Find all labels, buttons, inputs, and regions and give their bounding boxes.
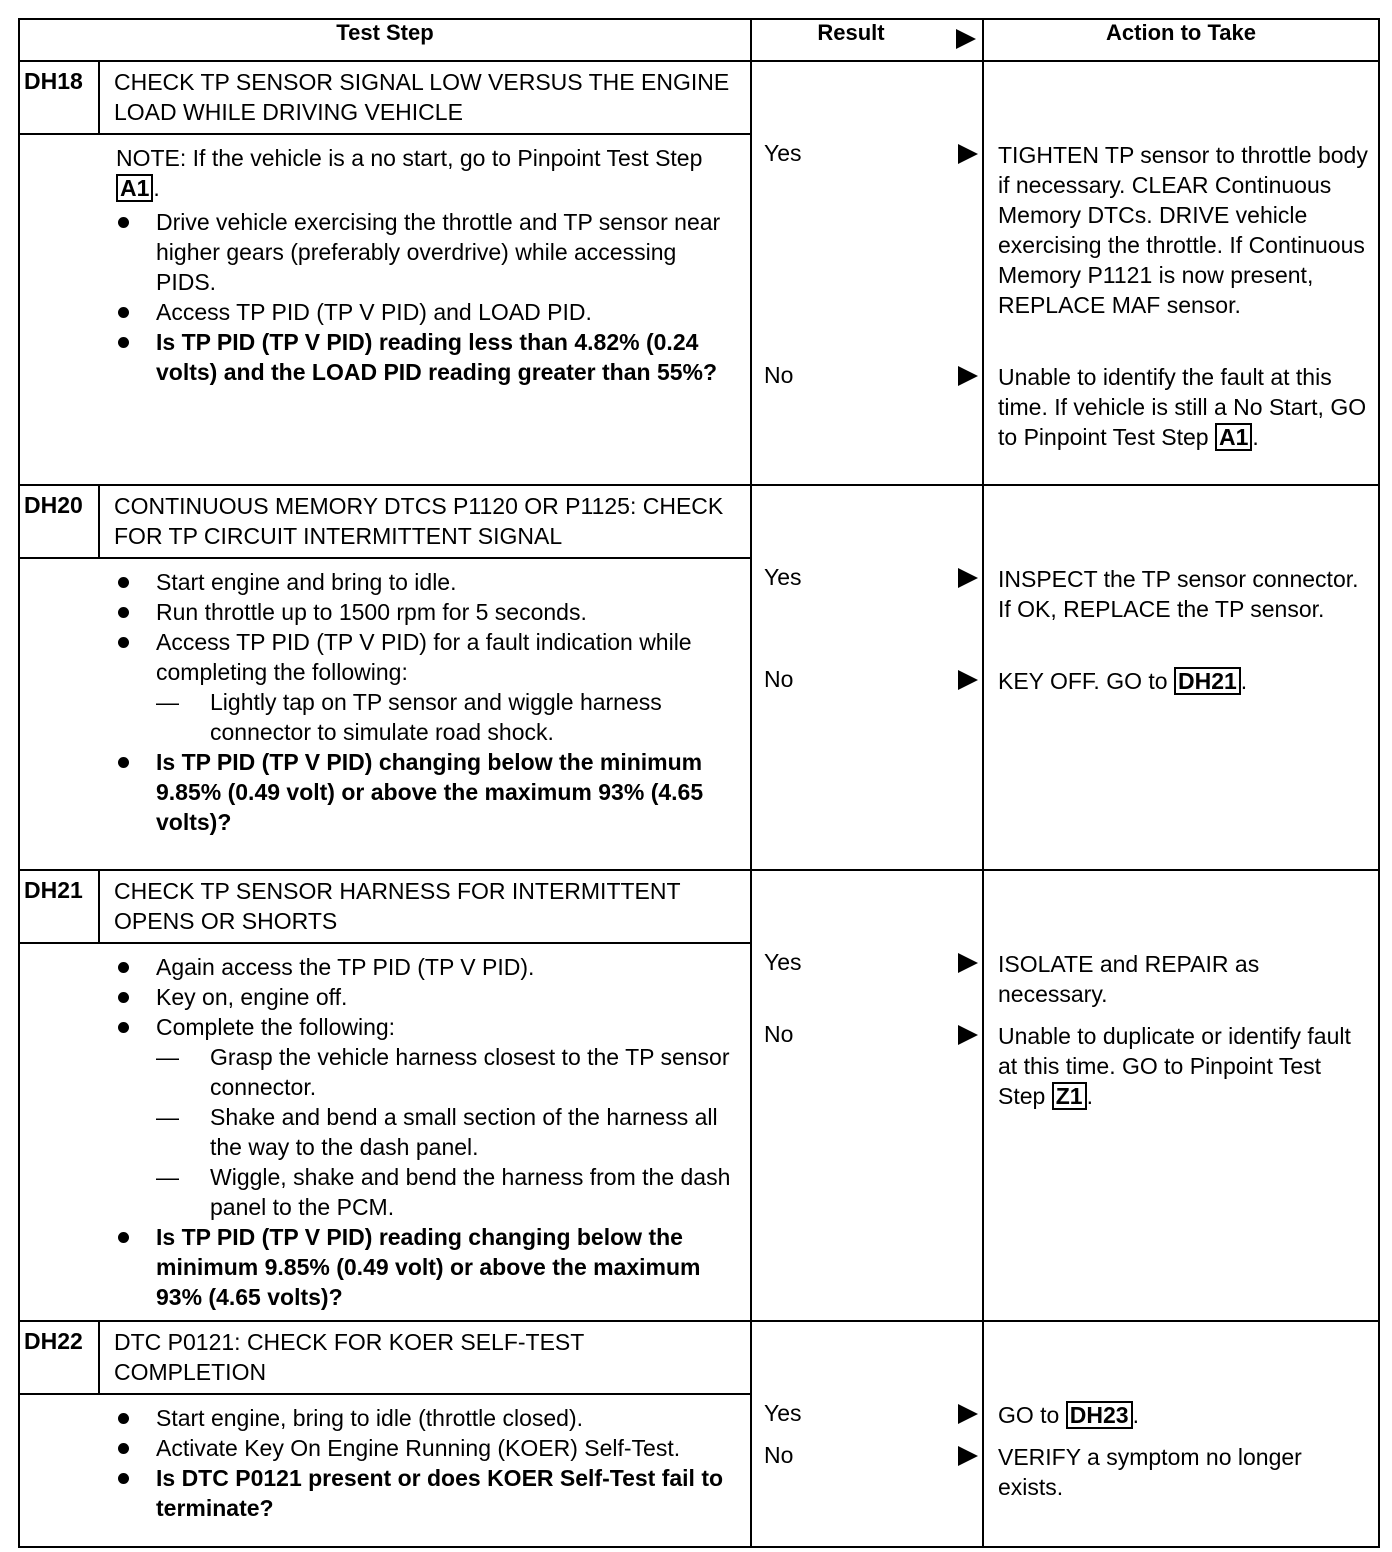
step-cell <box>19 870 751 1321</box>
dash-list <box>156 1042 740 1222</box>
step-question: Is TP PID (TP V PID) changing below the minimum 9.85% (0.49 volt) or above the maximum 93% (4.65 volts)? <box>116 747 740 837</box>
arrow-right-icon <box>958 670 978 690</box>
result-yes <box>764 949 802 976</box>
step-reference: DH21 <box>1174 667 1241 695</box>
test-step-header <box>19 19 751 61</box>
list-item: Key on, engine off. <box>116 982 740 1012</box>
action-cell <box>983 61 1379 485</box>
yes-action: INSPECT the TP sensor connector. If OK, REPLACE the TP sensor. <box>998 566 1359 622</box>
step-reference: Z1 <box>1052 1082 1087 1110</box>
result-no <box>764 1442 793 1469</box>
result-no-label: No <box>764 1442 794 1468</box>
yes-action-text: GO to <box>998 1402 1060 1428</box>
result-header-label: Result <box>817 20 885 45</box>
arrow-right-icon <box>958 953 978 973</box>
step-cell <box>19 1321 751 1547</box>
result-yes-label: Yes <box>764 949 802 975</box>
step-body <box>20 1395 750 1531</box>
action-cell <box>983 870 1379 1321</box>
diagnostic-table-sheet <box>18 18 1378 1548</box>
step-header <box>20 486 750 559</box>
list-item-text: Complete the following: <box>156 1014 396 1040</box>
diagnostic-table <box>18 18 1380 1548</box>
action-cell <box>983 485 1379 870</box>
result-yes <box>764 564 802 591</box>
list-item-text: Access TP PID (TP V PID) for a fault indication while completing the following: <box>156 629 692 685</box>
arrow-right-icon <box>958 144 978 164</box>
list-item: Access TP PID (TP V PID) and LOAD PID. <box>116 297 740 327</box>
no-action: Unable to identify the fault at this time. If vehicle is still a No Start, GO to Pinpoint Test Step A1 . <box>998 364 1367 450</box>
test-step-header-label: Test Step <box>336 20 434 45</box>
result-no-label: No <box>764 1021 794 1047</box>
table-row <box>19 61 1379 485</box>
yes-action: ISOLATE and REPAIR as necessary. <box>998 951 1260 1007</box>
dash-item: — Lightly tap on TP sensor and wiggle harness connector to simulate road shock. <box>156 687 740 747</box>
result-yes-label: Yes <box>764 564 802 590</box>
no-action: VERIFY a symptom no longer exists. <box>998 1444 1302 1500</box>
no-action: Unable to duplicate or identify fault at this time. GO to Pinpoint Test Step Z1 . <box>998 1023 1351 1109</box>
result-no <box>764 1021 793 1048</box>
bullet-list <box>116 567 740 837</box>
step-question: Is TP PID (TP V PID) reading changing below the minimum 9.85% (0.49 volt) or above the maximum 93% (4.65 volts)? <box>116 1222 740 1312</box>
list-item: Activate Key On Engine Running (KOER) Self-Test. <box>116 1433 740 1463</box>
step-reference: A1 <box>1215 423 1252 451</box>
step-cell <box>19 61 751 485</box>
dash-item: — Wiggle, shake and bend the harness from the dash panel to the PCM. <box>156 1162 740 1222</box>
result-yes-label: Yes <box>764 1400 802 1426</box>
result-no-label: No <box>764 362 794 388</box>
arrow-right-icon <box>958 568 978 588</box>
dash-item: — Shake and bend a small section of the harness all the way to the dash panel. <box>156 1102 740 1162</box>
table-row <box>19 1321 1379 1547</box>
action-header <box>983 19 1379 61</box>
step-header <box>20 62 750 135</box>
bullet-list <box>116 952 740 1312</box>
step-body <box>20 944 750 1320</box>
step-header <box>20 871 750 944</box>
step-reference: DH23 <box>1066 1401 1133 1429</box>
list-item: Again access the TP PID (TP V PID). <box>116 952 740 982</box>
yes-action: TIGHTEN TP sensor to throttle body if necessary. CLEAR Continuous Memory DTCs. DRIVE vehicle exercising the throttle. If Continuous Memory P1121 is now present, REPLACE MAF sensor. <box>998 142 1368 318</box>
action-header-label: Action to Take <box>1106 20 1256 45</box>
action-cell <box>983 1321 1379 1547</box>
step-id: DH20 <box>20 486 100 557</box>
result-yes <box>764 140 802 167</box>
step-question: Is TP PID (TP V PID) reading less than 4.82% (0.24 volts) and the LOAD PID reading greater than 55%? <box>116 327 740 387</box>
step-question: Is DTC P0121 present or does KOER Self-Test fail to terminate? <box>116 1463 740 1523</box>
bullet-list <box>116 207 740 387</box>
result-cell <box>751 485 983 870</box>
bullet-list <box>116 1403 740 1523</box>
no-action-text: Unable to duplicate or identify fault at this time. GO to Pinpoint Test Step <box>998 1023 1351 1109</box>
result-no-label: No <box>764 666 794 692</box>
no-action-text: KEY OFF. GO to <box>998 668 1168 694</box>
note-text: NOTE: If the vehicle is a no start, go to Pinpoint Test Step <box>116 145 703 171</box>
list-item: Drive vehicle exercising the throttle and TP sensor near higher gears (preferably overdrive) while accessing PIDS. <box>116 207 740 297</box>
result-cell <box>751 61 983 485</box>
list-item <box>116 627 740 747</box>
step-id: DH21 <box>20 871 100 942</box>
arrow-right-icon <box>958 1446 978 1466</box>
step-reference: A1 <box>116 174 153 202</box>
step-body <box>20 559 750 845</box>
result-no <box>764 666 793 693</box>
arrow-right-icon <box>956 29 976 49</box>
arrow-right-icon <box>958 1404 978 1424</box>
step-id: DH22 <box>20 1322 100 1393</box>
list-item: Start engine, bring to idle (throttle closed). <box>116 1403 740 1433</box>
arrow-right-icon <box>958 366 978 386</box>
step-cell <box>19 485 751 870</box>
no-action: KEY OFF. GO to DH21 . <box>998 668 1248 694</box>
step-title: DTC P0121: CHECK FOR KOER SELF-TEST COMPLETION <box>114 1329 584 1385</box>
step-title: CONTINUOUS MEMORY DTCS P1120 OR P1125: CHECK FOR TP CIRCUIT INTERMITTENT SIGNAL <box>114 493 724 549</box>
yes-action: GO to DH23 . <box>998 1402 1139 1428</box>
result-no <box>764 362 793 389</box>
table-header-row <box>19 19 1379 61</box>
list-item: Run throttle up to 1500 rpm for 5 seconds. <box>116 597 740 627</box>
no-action-text: Unable to identify the fault at this time. If vehicle is still a No Start, GO to Pinpoint Test Step <box>998 364 1367 450</box>
result-yes <box>764 1400 802 1427</box>
step-title: CHECK TP SENSOR SIGNAL LOW VERSUS THE ENGINE LOAD WHILE DRIVING VEHICLE <box>114 69 730 125</box>
list-item <box>116 1012 740 1222</box>
arrow-right-icon <box>958 1025 978 1045</box>
step-note: NOTE: If the vehicle is a no start, go to Pinpoint Test Step A1 . <box>116 145 703 201</box>
step-header <box>20 1322 750 1395</box>
result-cell <box>751 870 983 1321</box>
step-title: CHECK TP SENSOR HARNESS FOR INTERMITTENT OPENS OR SHORTS <box>114 878 681 934</box>
dash-item: — Grasp the vehicle harness closest to the TP sensor connector. <box>156 1042 740 1102</box>
step-body <box>20 135 750 395</box>
result-cell <box>751 1321 983 1547</box>
result-yes-label: Yes <box>764 140 802 166</box>
table-row <box>19 870 1379 1321</box>
list-item: Start engine and bring to idle. <box>116 567 740 597</box>
step-id: DH18 <box>20 62 100 133</box>
table-row <box>19 485 1379 870</box>
dash-list <box>156 687 740 747</box>
result-header <box>751 19 983 61</box>
